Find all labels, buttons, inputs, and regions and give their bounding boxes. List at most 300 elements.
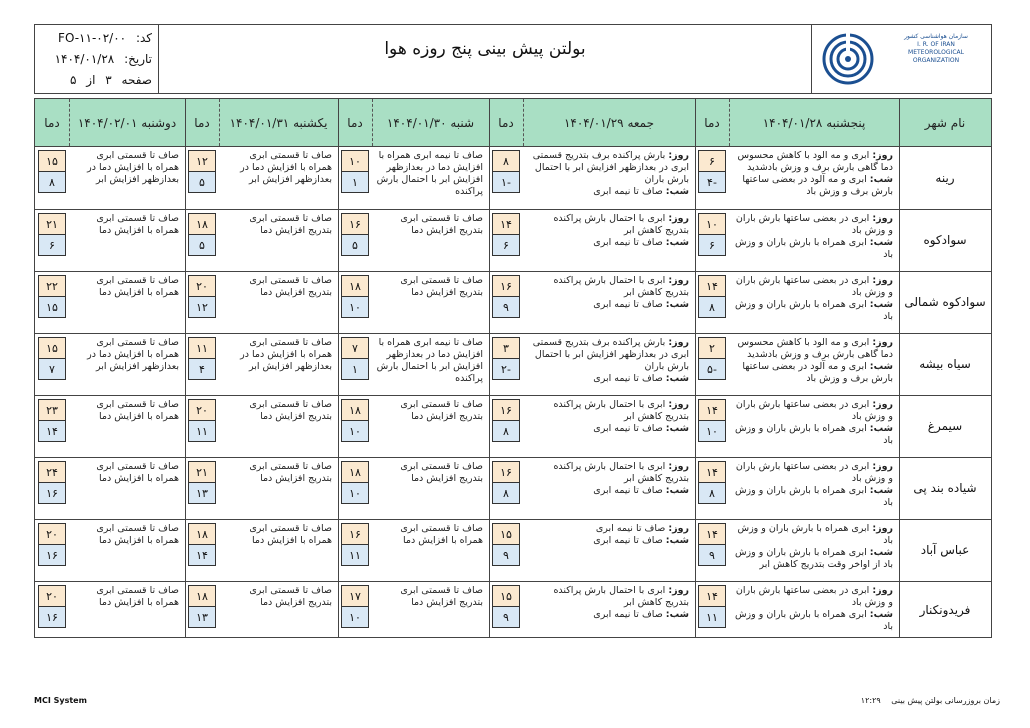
forecast-description (223, 461, 332, 517)
day-forecast-text: ابری و مه آلود با کاهش محسوس دما گاهی بارش برف و وزش بادشدید (737, 337, 893, 360)
day-forecast-text: صاف تا نیمه ابری (595, 523, 666, 534)
min-temp: ۹ (492, 296, 520, 318)
temp-column-header: دما (347, 115, 363, 130)
table-row (35, 209, 991, 272)
max-temp: ۱۸ (188, 523, 216, 545)
night-label: شب: (665, 609, 689, 620)
min-temp: ۶ (698, 234, 726, 256)
page-row (70, 73, 152, 87)
min-temp: ۵ (188, 171, 216, 193)
forecast-description (376, 585, 483, 636)
logo-text-en-3: ORGANIZATION (912, 57, 960, 64)
forecast-description (733, 213, 893, 269)
night-forecast (733, 299, 893, 323)
max-temp: ۱۷ (341, 585, 369, 607)
max-temp: ۱۶ (341, 213, 369, 235)
day-forecast (733, 150, 893, 174)
forecast-text: صاف تا قسمتی ابری بتدریج افزایش دما (249, 275, 332, 298)
forecast-text: صاف تا قسمتی ابری همراه با افزایش دما در بعدازظهر افزایش ابر (87, 337, 179, 372)
min-temp: ۴ (188, 358, 216, 380)
day-forecast-text: ابری در بعضی ساعتها بارش باران و وزش باد (735, 399, 893, 422)
night-label: شب: (665, 373, 689, 384)
day-forecast-text: ابری با احتمال بارش پراکنده بتدریج کاهش ابر (553, 461, 689, 484)
night-forecast (733, 609, 893, 633)
day-label: روز: (668, 275, 689, 286)
day-forecast (733, 523, 893, 547)
max-temp: ۱۶ (492, 461, 520, 483)
forecast-text: صاف تا قسمتی ابری بتدریج افزایش دما (249, 399, 332, 422)
table-row (35, 395, 991, 458)
night-forecast-text: صاف تا نیمه ابری (593, 609, 663, 620)
night-forecast-text: صاف تا نیمه ابری (593, 485, 663, 496)
min-temp: -۴ (698, 171, 726, 193)
date-value: ۱۴۰۴/۰۱/۲۸ (54, 52, 115, 66)
max-temp: ۱۰ (341, 150, 369, 172)
min-temp: ۱۲ (188, 296, 216, 318)
max-temp: ۱۸ (188, 585, 216, 607)
temp-column-header: دما (44, 115, 60, 130)
city-column-header: نام شهر (924, 115, 966, 130)
day-forecast-text: ابری همراه با بارش باران و وزش باد (737, 523, 893, 546)
night-label: شب: (665, 237, 689, 248)
header-dashed-divider (729, 99, 730, 146)
max-temp: ۲۰ (188, 399, 216, 421)
temp-column-header: دما (194, 115, 210, 130)
min-temp: -۵ (698, 358, 726, 380)
day-forecast (527, 585, 689, 609)
forecast-description (376, 523, 483, 579)
day-forecast (733, 337, 893, 361)
min-temp: ۹ (698, 544, 726, 566)
header-dashed-divider (219, 99, 220, 146)
city-name: فریدونکنار (919, 602, 971, 617)
document-info (35, 25, 158, 93)
night-forecast (527, 485, 689, 497)
forecast-text: صاف تا قسمتی ابری بتدریج افزایش دما (249, 585, 332, 608)
city-name: سوادکوه (923, 233, 967, 247)
forecast-description (223, 523, 332, 579)
night-forecast (527, 535, 689, 547)
min-temp: ۱۴ (38, 420, 66, 442)
night-label: شب: (665, 299, 689, 310)
night-forecast (527, 186, 689, 198)
city-name: رینه (935, 170, 955, 185)
night-forecast (527, 373, 689, 385)
max-temp: ۲۲ (38, 275, 66, 297)
min-temp: ۸ (492, 420, 520, 442)
forecast-description (733, 337, 893, 393)
page-label: صفحه (121, 73, 152, 87)
forecast-text: صاف تا قسمتی ابری همراه با افزایش دما (96, 399, 179, 422)
day-label: روز: (872, 523, 893, 534)
day-column-header: شنبه ۱۴۰۴/۰۱/۳۰ (386, 115, 475, 130)
forecast-text: صاف تا قسمتی ابری بتدریج افزایش دما (249, 461, 332, 484)
forecast-description (527, 461, 689, 517)
min-temp: ۱۰ (698, 420, 726, 442)
code-row (58, 31, 152, 45)
max-temp: ۱۶ (341, 523, 369, 545)
night-forecast-text: ابری همراه با بارش باران و وزش باد (734, 609, 893, 632)
night-forecast-text: ابری همراه با بارش باران و وزش باد (734, 485, 893, 508)
table-row (35, 333, 991, 396)
max-temp: ۱۸ (341, 461, 369, 483)
city-name: شیاده بند پی (913, 481, 977, 495)
day-label: روز: (872, 150, 893, 161)
night-forecast (733, 361, 893, 385)
max-temp: ۱۴ (698, 275, 726, 297)
code-value: FO-۱۱-۰۲/۰۰ (58, 31, 127, 45)
forecast-text: صاف تا نیمه ابری همراه با افزایش دما در بعدازظهر افزایش ابر با احتمال بارش پراکنده (376, 337, 483, 384)
logo-text-en-2: METEOROLOGICAL (908, 49, 964, 56)
table-row (35, 271, 991, 334)
day-column-header: یکشنبه ۱۴۰۴/۰۱/۳۱ (229, 115, 328, 130)
forecast-description (223, 150, 332, 207)
day-label: روز: (872, 275, 893, 286)
max-temp: ۲ (698, 337, 726, 359)
day-forecast-text: ابری با احتمال بارش پراکنده بتدریج کاهش ابر (553, 275, 689, 298)
night-forecast (527, 299, 689, 311)
header-dashed-divider (523, 99, 524, 146)
max-temp: ۱۰ (698, 213, 726, 235)
header-dashed-divider (69, 99, 70, 146)
page-total: ۵ (70, 73, 77, 87)
forecast-text: صاف تا قسمتی ابری بتدریج افزایش دما (400, 275, 483, 298)
min-temp: ۱۶ (38, 606, 66, 628)
max-temp: ۷ (341, 337, 369, 359)
min-temp: ۱۰ (341, 420, 369, 442)
night-label: شب: (869, 174, 893, 185)
day-label: روز: (872, 399, 893, 410)
night-label: شب: (869, 423, 893, 434)
forecast-description (223, 399, 332, 455)
forecast-description (733, 275, 893, 331)
night-forecast-text: ابری و مه آلود در بعضی ساعتها بارش برف و وزش باد (742, 174, 893, 197)
min-temp: ۱۰ (341, 606, 369, 628)
day-forecast (527, 275, 689, 299)
night-label: شب: (869, 361, 893, 372)
night-forecast-text: ابری همراه با بارش باران و وزش باد از اواخر وقت بتدریج کاهش ابر (734, 547, 893, 570)
max-temp: ۲۳ (38, 399, 66, 421)
day-label: روز: (872, 461, 893, 472)
max-temp: ۱۸ (188, 213, 216, 235)
night-label: شب: (869, 547, 893, 558)
night-forecast-text: ابری همراه با بارش باران و وزش باد (734, 423, 893, 446)
day-label: روز: (668, 150, 689, 161)
forecast-description (73, 585, 179, 636)
meteorological-organization-logo (820, 31, 876, 87)
max-temp: ۱۶ (492, 275, 520, 297)
max-temp: ۱۴ (698, 399, 726, 421)
footer-update-time: ۱۲:۲۹ (860, 696, 881, 705)
max-temp: ۲۰ (38, 523, 66, 545)
day-forecast (527, 461, 689, 485)
day-forecast (733, 461, 893, 485)
max-temp: ۱۱ (188, 337, 216, 359)
forecast-description (733, 150, 893, 207)
night-forecast (733, 547, 893, 571)
night-forecast-text: صاف تا نیمه ابری (593, 373, 663, 384)
night-label: شب: (665, 423, 689, 434)
forecast-description (733, 585, 893, 636)
day-label: روز: (668, 337, 689, 348)
forecast-description (376, 150, 483, 207)
forecast-text: صاف تا قسمتی ابری همراه با افزایش دما در بعدازظهر افزایش ابر (240, 150, 332, 185)
forecast-text: صاف تا قسمتی ابری بتدریج افزایش دما (249, 213, 332, 236)
day-forecast (527, 150, 689, 186)
night-label: شب: (869, 609, 893, 620)
forecast-text: صاف تا قسمتی ابری بتدریج افزایش دما (400, 399, 483, 422)
forecast-description (73, 337, 179, 393)
forecast-description (527, 337, 689, 393)
max-temp: ۳ (492, 337, 520, 359)
day-forecast-text: ابری با احتمال بارش پراکنده بتدریج کاهش ابر (553, 399, 689, 422)
night-forecast-text: ابری و مه آلود در بعضی ساعتها بارش برف و وزش باد (742, 361, 893, 384)
min-temp: ۱۱ (188, 420, 216, 442)
min-temp: ۱۵ (38, 296, 66, 318)
day-forecast (527, 399, 689, 423)
forecast-description (733, 523, 893, 579)
max-temp: ۱۴ (492, 213, 520, 235)
min-temp: ۵ (341, 234, 369, 256)
forecast-description (223, 585, 332, 636)
night-forecast-text: صاف تا نیمه ابری (593, 237, 663, 248)
day-column-header: جمعه ۱۴۰۴/۰۱/۲۹ (563, 115, 655, 130)
forecast-description (223, 213, 332, 269)
forecast-description (527, 523, 689, 579)
forecast-description (73, 399, 179, 455)
min-temp: ۱۳ (188, 482, 216, 504)
max-temp: ۱۵ (38, 337, 66, 359)
forecast-description (376, 337, 483, 393)
day-label: روز: (668, 461, 689, 472)
max-temp: ۲۱ (38, 213, 66, 235)
min-temp: ۶ (492, 234, 520, 256)
night-forecast-text: صاف تا نیمه ابری (593, 299, 663, 310)
night-forecast (733, 423, 893, 447)
forecast-description (73, 461, 179, 517)
forecast-description (527, 213, 689, 269)
page-of: از (86, 73, 96, 87)
forecast-description (527, 275, 689, 331)
day-label: روز: (872, 213, 893, 224)
day-forecast (733, 399, 893, 423)
night-forecast-text: صاف تا نیمه ابری (593, 535, 663, 546)
forecast-table (34, 98, 992, 638)
date-label: تاریخ: (124, 52, 152, 66)
date-row (55, 52, 152, 66)
max-temp: ۱۸ (341, 275, 369, 297)
forecast-text: صاف تا قسمتی ابری همراه با افزایش دما (96, 523, 179, 546)
temp-column-header: دما (704, 115, 720, 130)
forecast-text: صاف تا قسمتی ابری همراه با افزایش دما (96, 275, 179, 298)
day-forecast (527, 213, 689, 237)
title-cell (158, 25, 812, 93)
day-label: روز: (668, 213, 689, 224)
min-temp: ۱ (341, 358, 369, 380)
day-forecast (733, 275, 893, 299)
night-forecast-text: ابری همراه با بارش باران و وزش باد (734, 299, 893, 322)
day-forecast-text: ابری در بعضی ساعتها بارش باران و وزش باد (735, 213, 893, 236)
forecast-text: صاف تا قسمتی ابری همراه با افزایش دما (96, 461, 179, 484)
day-forecast-text: ابری در بعضی ساعتها بارش باران و وزش باد (735, 275, 893, 298)
logo-caption (896, 33, 976, 65)
max-temp: ۸ (492, 150, 520, 172)
forecast-text: صاف تا قسمتی ابری همراه با افزایش دما (400, 523, 483, 546)
day-label: روز: (872, 585, 893, 596)
day-forecast-text: ابری با احتمال بارش پراکنده بتدریج کاهش ابر (553, 585, 689, 608)
min-temp: ۸ (38, 171, 66, 193)
max-temp: ۲۰ (188, 275, 216, 297)
temp-column-header: دما (498, 115, 514, 130)
table-row (35, 519, 991, 582)
bulletin-header (34, 24, 992, 94)
max-temp: ۱۵ (492, 585, 520, 607)
logo-text-en-1: I. R. OF IRAN (917, 41, 955, 48)
forecast-description (73, 523, 179, 579)
day-forecast (527, 523, 689, 535)
forecast-text: صاف تا قسمتی ابری همراه با افزایش دما در بعدازظهر افزایش ابر (87, 150, 179, 185)
table-header-row (35, 99, 991, 147)
day-forecast (527, 337, 689, 373)
day-forecast-text: بارش پراکنده برف بتدریج قسمتی ابری در بعدازظهر افزایش ابر با احتمال بارش باران (532, 150, 689, 185)
city-name: سیاه بیشه (919, 357, 971, 371)
min-temp: -۱ (492, 171, 520, 193)
min-temp: ۱۴ (188, 544, 216, 566)
night-label: شب: (869, 299, 893, 310)
min-temp: ۱۰ (341, 296, 369, 318)
day-forecast-text: بارش پراکنده برف بتدریج قسمتی ابری در بعدازظهر افزایش ابر با احتمال بارش باران (532, 337, 689, 372)
min-temp: ۵ (188, 234, 216, 256)
min-temp: ۹ (492, 606, 520, 628)
footer-system: MCI System (34, 696, 87, 705)
night-forecast (527, 609, 689, 621)
forecast-description (73, 213, 179, 269)
day-forecast-text: ابری در بعضی ساعتها بارش باران و وزش باد (735, 585, 893, 608)
night-forecast (733, 237, 893, 261)
min-temp: ۹ (492, 544, 520, 566)
forecast-description (376, 399, 483, 455)
forecast-description (376, 461, 483, 517)
footer-update-label: زمان بروزرسانی بولتن پیش بینی (891, 696, 1000, 705)
forecast-text: صاف تا قسمتی ابری همراه با افزایش دما (96, 585, 179, 608)
night-forecast (733, 485, 893, 509)
max-temp: ۲۱ (188, 461, 216, 483)
night-label: شب: (665, 186, 689, 197)
forecast-description (376, 275, 483, 331)
city-name: عباس آباد (920, 543, 970, 557)
forecast-text: صاف تا قسمتی ابری همراه با افزایش دما در بعدازظهر افزایش ابر (240, 337, 332, 372)
max-temp: ۱۸ (341, 399, 369, 421)
night-label: شب: (869, 237, 893, 248)
max-temp: ۱۵ (38, 150, 66, 172)
forecast-description (376, 213, 483, 269)
night-forecast (733, 174, 893, 198)
night-forecast (527, 423, 689, 435)
day-forecast (733, 585, 893, 609)
max-temp: ۱۴ (698, 461, 726, 483)
night-label: شب: (665, 535, 689, 546)
forecast-description (73, 150, 179, 207)
min-temp: ۱۳ (188, 606, 216, 628)
min-temp: ۶ (38, 234, 66, 256)
max-temp: ۶ (698, 150, 726, 172)
forecast-description (73, 275, 179, 331)
forecast-text: صاف تا قسمتی ابری بتدریج افزایش دما (400, 213, 483, 236)
logo-area (812, 25, 992, 93)
forecast-text: صاف تا قسمتی ابری همراه با افزایش دما (96, 213, 179, 236)
max-temp: ۱۴ (698, 585, 726, 607)
day-column-header: پنجشنبه ۱۴۰۴/۰۱/۲۸ (762, 115, 866, 130)
min-temp: ۱ (341, 171, 369, 193)
night-forecast-text: صاف تا نیمه ابری (593, 186, 663, 197)
page-title: بولتن پیش بینی پنج روزه هوا (384, 39, 586, 59)
day-label: روز: (668, 585, 689, 596)
forecast-description (733, 461, 893, 517)
city-name: سوادکوه شمالی (904, 295, 986, 309)
day-forecast (733, 213, 893, 237)
forecast-text: صاف تا نیمه ابری همراه با افزایش دما در بعدازظهر افزایش ابر با احتمال بارش پراکنده (376, 150, 483, 197)
min-temp: ۱۱ (341, 544, 369, 566)
max-temp: ۱۴ (698, 523, 726, 545)
day-forecast-text: ابری در بعضی ساعتها بارش باران و وزش باد (735, 461, 893, 484)
forecast-text: صاف تا قسمتی ابری بتدریج افزایش دما (400, 585, 483, 608)
min-temp: ۸ (492, 482, 520, 504)
page-current: ۳ (105, 73, 112, 87)
min-temp: ۱۱ (698, 606, 726, 628)
min-temp: ۸ (698, 296, 726, 318)
day-forecast-text: ابری با احتمال بارش پراکنده بتدریج کاهش ابر (553, 213, 689, 236)
night-label: شب: (665, 485, 689, 496)
code-label: کد: (135, 31, 152, 45)
forecast-description (527, 399, 689, 455)
logo-text-fa: سازمان هواشناسی کشور (904, 33, 968, 40)
table-row (35, 457, 991, 520)
forecast-description (527, 150, 689, 207)
forecast-text: صاف تا قسمتی ابری همراه با افزایش دما (249, 523, 332, 546)
max-temp: ۱۲ (188, 150, 216, 172)
night-forecast-text: صاف تا نیمه ابری (593, 423, 663, 434)
table-row (35, 581, 991, 638)
max-temp: ۱۵ (492, 523, 520, 545)
forecast-description (527, 585, 689, 636)
day-label: روز: (872, 337, 893, 348)
max-temp: ۲۰ (38, 585, 66, 607)
table-row (35, 146, 991, 210)
night-forecast-text: ابری همراه با بارش باران و وزش باد (734, 237, 893, 260)
forecast-description (223, 337, 332, 393)
day-column-header: دوشنبه ۱۴۰۴/۰۲/۰۱ (77, 115, 177, 130)
min-temp: ۷ (38, 358, 66, 380)
max-temp: ۱۶ (492, 399, 520, 421)
min-temp: ۱۶ (38, 544, 66, 566)
min-temp: -۲ (492, 358, 520, 380)
night-forecast (527, 237, 689, 249)
night-label: شب: (869, 485, 893, 496)
min-temp: ۱۰ (341, 482, 369, 504)
forecast-description (223, 275, 332, 331)
footer-update (861, 696, 1000, 705)
min-temp: ۱۶ (38, 482, 66, 504)
day-label: روز: (668, 399, 689, 410)
day-label: روز: (668, 523, 689, 534)
header-dashed-divider (372, 99, 373, 146)
max-temp: ۲۴ (38, 461, 66, 483)
city-name: سیمرغ (927, 419, 963, 433)
forecast-description (733, 399, 893, 455)
min-temp: ۸ (698, 482, 726, 504)
forecast-text: صاف تا قسمتی ابری بتدریج افزایش دما (400, 461, 483, 484)
day-forecast-text: ابری و مه آلود با کاهش محسوس دما گاهی بارش برف و وزش بادشدید (737, 150, 893, 173)
